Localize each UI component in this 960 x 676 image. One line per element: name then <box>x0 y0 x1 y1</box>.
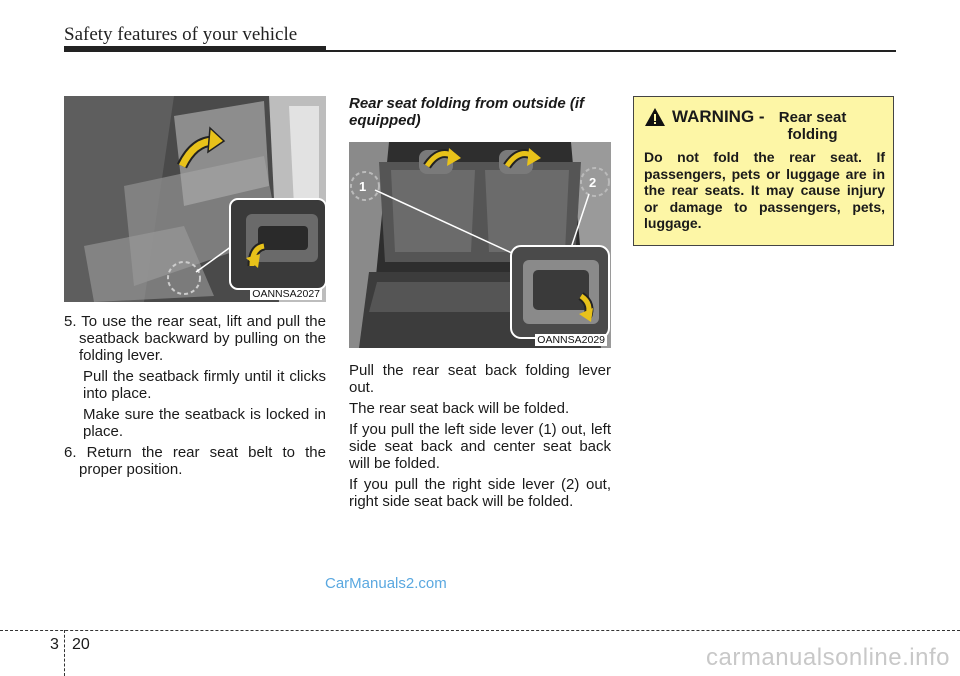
step-6: 6. Return the rear seat belt to the proper position. <box>64 444 326 478</box>
seat-folding-illustration <box>64 96 326 302</box>
header-rule <box>64 46 896 52</box>
figure-code-2: OANNSA2029 <box>537 334 605 346</box>
step-5-note-1: Pull the seatback firmly until it clicks into place. <box>83 368 326 402</box>
watermark: CarManuals2.com <box>325 575 447 592</box>
section-title: Safety features of your vehicle <box>64 24 298 45</box>
footer-divider <box>0 630 960 631</box>
callout-2: 2 <box>589 175 597 190</box>
left-column-text <box>64 313 326 482</box>
callout-1: 1 <box>359 179 367 194</box>
warning-label: WARNING - <box>672 107 765 126</box>
footer-vertical-divider <box>64 630 65 676</box>
page-number: 20 <box>72 636 90 653</box>
cargo-area-illustration <box>349 142 611 348</box>
site-watermark: carmanualsonline.info <box>706 644 950 671</box>
paragraph-4: If you pull the right side lever (2) out, right side seat back will be folded. <box>349 476 611 510</box>
warning-triangle-icon <box>644 107 666 127</box>
middle-column-text <box>349 362 611 514</box>
section-heading: Rear seat folding from outside (if equipped) <box>349 95 585 129</box>
warning-header <box>644 107 885 143</box>
step-5: 5. To use the rear seat, lift and pull the seatback backward by pulling on the folding lever. <box>64 313 326 364</box>
seat-illustration-svg <box>64 96 326 302</box>
paragraph-1: Pull the rear seat back folding lever out. <box>349 362 611 396</box>
warning-box <box>633 96 894 246</box>
step-5-note-2: Make sure the seatback is locked in place. <box>83 406 326 440</box>
warning-topic: Rear seat folding <box>778 109 847 143</box>
callout-labels-svg <box>349 142 611 348</box>
warning-body: Do not fold the rear seat. If passengers, pets or luggage are in the rear seats. It may cause injury or damage to passengers, pets, luggage. <box>644 149 885 231</box>
chapter-number: 3 <box>50 636 59 653</box>
paragraph-2: The rear seat back will be folded. <box>349 400 570 417</box>
figure-code: OANNSA2027 <box>252 288 320 300</box>
paragraph-3: If you pull the left side lever (1) out, left side seat back and center seat back will be folded. <box>349 421 611 472</box>
